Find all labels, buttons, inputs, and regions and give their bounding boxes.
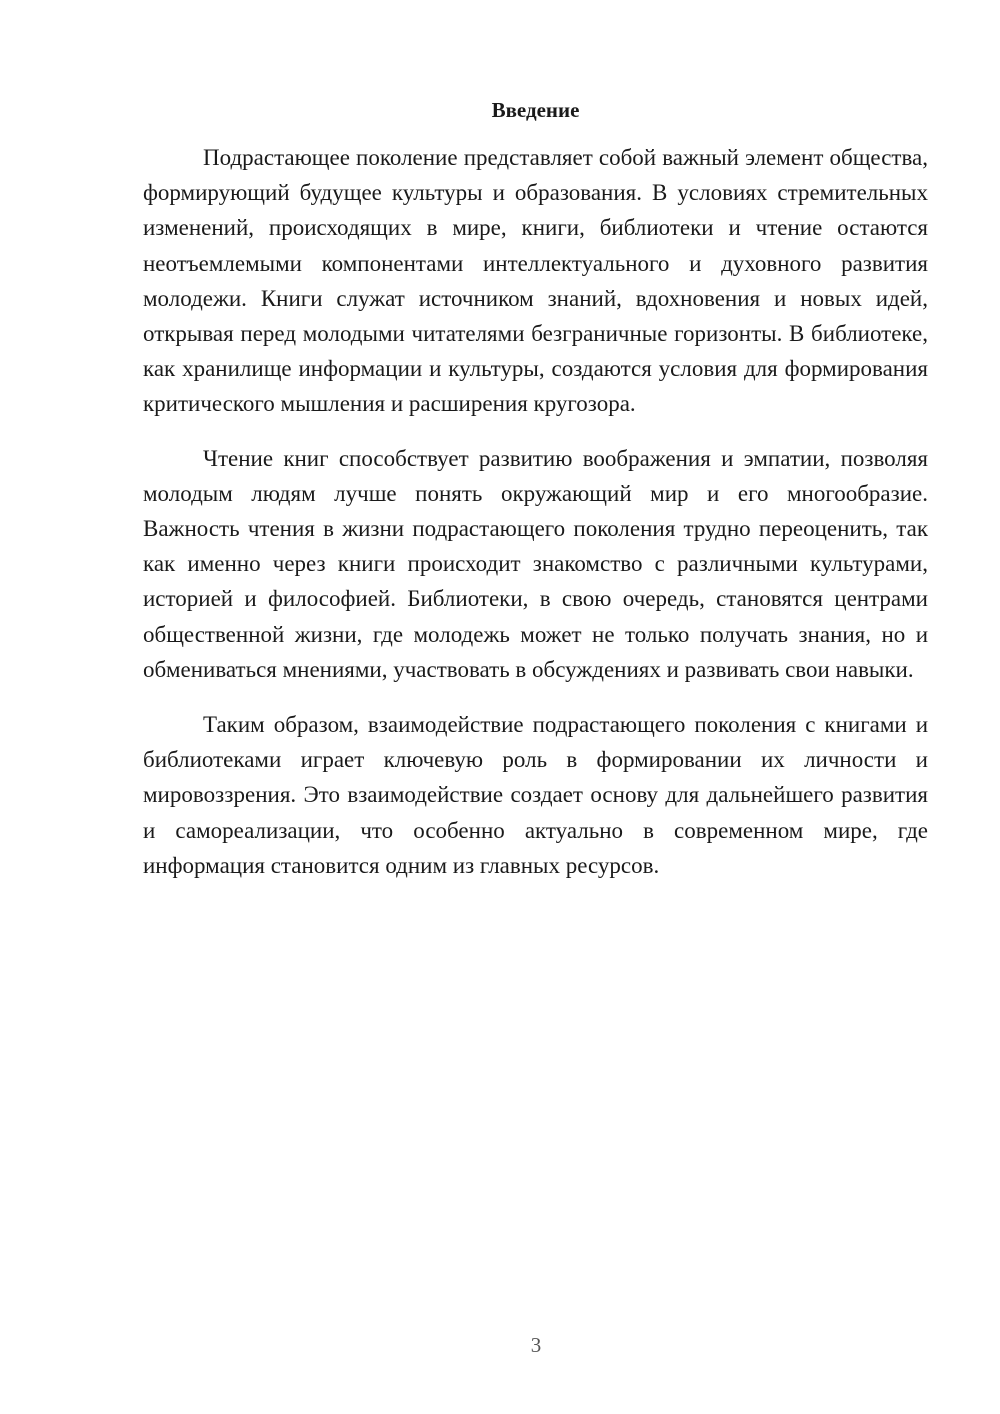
paragraph-2: Чтение книг способствует развитию воображения и эмпатии, позволяя молодым людям лучше понять окружающий мир и его многообразие. Важность чтения в жизни подрастающего поколения трудно переоценить, так как именно через книги происходит знакомство с различными культурами, историей и философией. Библиотеки, в свою очередь, становятся центрами общественной жизни, где молодежь может не только получать знания, но и обмениваться мнениями, участвовать в обсуждениях и развивать свои навыки. [143, 445, 928, 682]
page-number: 3 [530, 1333, 542, 1357]
paragraph-1: Подрастающее поколение представляет собой важный элемент общества, формирующий будущее культуры и образования. В условиях стремительных изменений, происходящих в мире, книги, библиотеки и чтение остаются неотъемлемыми компонентами интеллектуального и духовного развития молодежи. Книги служат источником знаний, вдохновения и новых идей, открывая перед молодыми читателями безграничные горизонты. В библиотеке, как хранилище информации и культуры, создаются условия для формирования критического мышления и расширения кругозора. [143, 145, 928, 417]
paragraph-3: Таким образом, взаимодействие подрастающего поколения с книгами и библиотеками играет ключевую роль в формировании их личности и мировоззрения. Это взаимодействие создает основу для дальнейшего развития и самореализации, что особенно актуально в современном мире, где информация становится одним из главных ресурсов. [143, 712, 928, 878]
section-heading: Введение [491, 98, 580, 122]
page-content [143, 95, 928, 883]
